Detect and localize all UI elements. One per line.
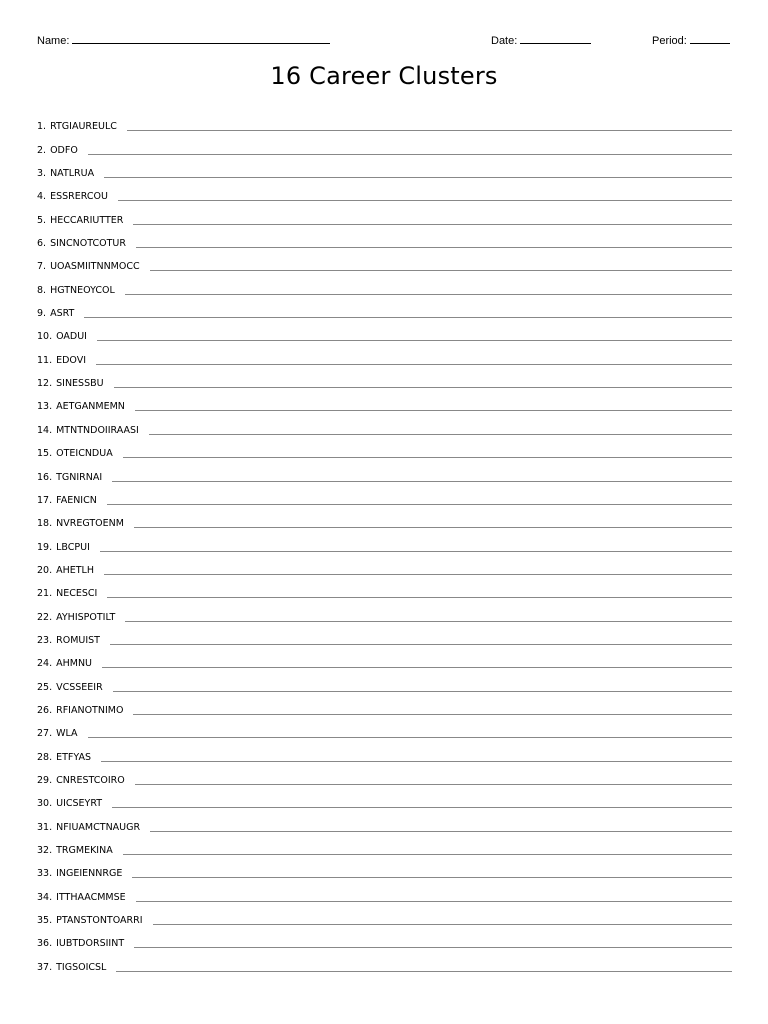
name-field[interactable] — [37, 34, 330, 47]
item-number: 26. — [37, 704, 53, 716]
item-number: 32. — [37, 845, 53, 856]
scrambled-word: OADUI — [56, 331, 87, 343]
item-number: 6. — [37, 238, 47, 250]
item-number: 31. — [37, 821, 53, 833]
scrambled-word: VCSSEEIR — [56, 681, 103, 693]
scrambled-word: TIGSOICSL — [56, 961, 107, 973]
scrambled-word: ETFYAS — [56, 751, 91, 763]
list-item — [37, 599, 732, 622]
list-item — [37, 553, 732, 576]
item-number: 13. — [37, 401, 53, 413]
answer-blank[interactable] — [125, 293, 732, 295]
answer-blank[interactable] — [133, 223, 732, 225]
scrambled-word: RTGIAUREULC — [50, 121, 117, 133]
answer-blank[interactable] — [96, 363, 732, 365]
item-number: 29. — [37, 774, 53, 786]
list-item — [37, 576, 732, 599]
answer-blank[interactable] — [114, 386, 732, 388]
answer-blank[interactable] — [150, 830, 732, 832]
list-item — [37, 156, 732, 179]
scrambled-word: ITTHAACMMSE — [56, 891, 126, 903]
item-number: 21. — [37, 588, 53, 600]
answer-blank[interactable] — [150, 269, 732, 271]
list-item — [37, 342, 732, 365]
page-title: 16 Career Clusters — [270, 62, 498, 90]
scrambled-word: AETGANMEMN — [56, 401, 125, 413]
item-number: 16. — [37, 471, 53, 483]
period-label: Period: — [652, 35, 687, 47]
answer-blank[interactable] — [133, 713, 732, 715]
item-number: 3. — [37, 168, 47, 180]
list-item — [37, 833, 732, 856]
list-item — [37, 483, 732, 506]
item-number: 12. — [37, 378, 53, 390]
scrambled-word: FAENICN — [56, 494, 97, 506]
scrambled-word: SINCNOTCOTUR — [50, 238, 126, 250]
list-item — [37, 739, 732, 762]
scrambled-word: EDOVI — [56, 354, 87, 366]
scrambled-word: ASRT — [50, 308, 75, 320]
answer-blank[interactable] — [135, 783, 732, 785]
answer-blank[interactable] — [153, 923, 732, 925]
answer-blank[interactable] — [110, 643, 732, 645]
item-number: 14. — [37, 424, 53, 436]
list-item — [37, 296, 732, 319]
scrambled-word: NATLRUA — [50, 168, 95, 180]
answer-blank[interactable] — [149, 433, 732, 435]
scrambled-word: MTNTNDOIIRAASI — [56, 424, 139, 436]
scrambled-word: ODFO — [50, 144, 78, 156]
item-number: 8. — [37, 284, 47, 296]
item-number: 36. — [37, 938, 53, 950]
scrambled-word: NECESCI — [56, 588, 98, 600]
answer-blank[interactable] — [132, 876, 732, 878]
list-item — [37, 109, 732, 132]
list-item — [37, 529, 732, 552]
list-item — [37, 179, 732, 202]
list-item — [37, 366, 732, 389]
answer-blank[interactable] — [104, 573, 732, 575]
scrambled-word: WLA — [56, 728, 78, 740]
list-item — [37, 226, 732, 249]
answer-blank[interactable] — [112, 806, 732, 808]
date-field[interactable] — [491, 34, 591, 47]
answer-blank[interactable] — [84, 316, 732, 318]
item-number: 28. — [37, 751, 53, 763]
answer-blank[interactable] — [127, 129, 732, 131]
list-item — [37, 879, 732, 902]
answer-blank[interactable] — [123, 456, 732, 458]
list-item — [37, 763, 732, 786]
scrambled-word: AYHISPOTILT — [56, 611, 116, 623]
item-number: 10. — [37, 331, 53, 343]
scrambled-word: INGEIENNRGE — [56, 868, 123, 880]
period-field[interactable] — [652, 34, 730, 47]
scrambled-word: RFIANOTNIMO — [56, 704, 124, 716]
list-item — [37, 623, 732, 646]
answer-blank[interactable] — [116, 970, 732, 972]
scrambled-word: SINESSBU — [56, 378, 104, 390]
list-item — [37, 202, 732, 225]
list-item — [37, 272, 732, 295]
list-item — [37, 669, 732, 692]
answer-blank[interactable] — [135, 409, 732, 411]
scrambled-word: IUBTDORSIINT — [56, 938, 125, 950]
list-item — [37, 389, 732, 412]
name-blank[interactable] — [72, 34, 330, 44]
list-item — [37, 506, 732, 529]
list-item — [37, 903, 732, 926]
scrambled-word: ESSRERCOU — [50, 191, 108, 203]
list-item — [37, 319, 732, 342]
worksheet-header — [37, 34, 733, 50]
item-number: 18. — [37, 518, 53, 530]
scrambled-word: UOASMIITNNMOCC — [50, 261, 140, 273]
item-number: 17. — [37, 494, 53, 506]
scrambled-word: HGTNEOYCOL — [50, 284, 115, 296]
item-number: 33. — [37, 868, 53, 880]
answer-blank[interactable] — [104, 176, 732, 178]
item-number: 11. — [37, 354, 53, 366]
list-item — [37, 459, 732, 482]
scrambled-word: PTANSTONTOARRI — [56, 915, 143, 927]
list-item — [37, 436, 732, 459]
scrambled-word: ROMUIST — [56, 634, 100, 646]
answer-blank[interactable] — [102, 666, 732, 668]
name-label: Name: — [37, 35, 70, 47]
scrambled-word: NVREGTOENM — [56, 518, 124, 530]
scrambled-word: UICSEYRT — [56, 798, 103, 810]
scrambled-word: TGNIRNAI — [56, 471, 103, 483]
list-item — [37, 926, 732, 949]
answer-blank[interactable] — [88, 736, 732, 738]
item-number: 24. — [37, 658, 53, 670]
list-item — [37, 716, 732, 739]
item-number: 35. — [37, 915, 53, 927]
item-number: 23. — [37, 634, 53, 646]
answer-blank[interactable] — [100, 550, 732, 552]
scrambled-word: TRGMEKINA — [56, 845, 113, 856]
answer-blank[interactable] — [107, 503, 732, 505]
answer-blank[interactable] — [112, 480, 732, 482]
scrambled-word: LBCPUI — [56, 541, 90, 553]
item-number: 20. — [37, 564, 53, 576]
item-number: 1. — [37, 121, 47, 133]
date-label: Date: — [491, 35, 518, 47]
item-number: 5. — [37, 214, 47, 226]
item-number: 2. — [37, 144, 47, 156]
item-number: 4. — [37, 191, 47, 203]
answer-blank[interactable] — [136, 900, 732, 902]
answer-blank[interactable] — [125, 620, 732, 622]
item-number: 22. — [37, 611, 53, 623]
word-scramble-list — [37, 109, 732, 973]
item-number: 25. — [37, 681, 53, 693]
list-item — [37, 693, 732, 716]
answer-blank[interactable] — [136, 246, 732, 248]
item-number: 7. — [37, 261, 47, 273]
scrambled-word: OTEICNDUA — [56, 448, 113, 460]
list-item — [37, 249, 732, 272]
item-number: 9. — [37, 308, 47, 320]
item-number: 34. — [37, 891, 53, 903]
scrambled-word: AHETLH — [56, 564, 94, 576]
answer-blank[interactable] — [134, 946, 732, 948]
item-number: 27. — [37, 728, 53, 740]
list-item — [37, 412, 732, 435]
scrambled-word: NFIUAMCTNAUGR — [56, 821, 141, 833]
date-blank[interactable] — [520, 34, 591, 44]
answer-blank[interactable] — [97, 339, 732, 341]
answer-blank[interactable] — [88, 153, 732, 155]
list-item — [37, 786, 732, 809]
answer-blank[interactable] — [101, 760, 732, 762]
list-item — [37, 809, 732, 832]
answer-blank[interactable] — [134, 526, 732, 528]
answer-blank[interactable] — [113, 690, 732, 692]
list-item — [37, 646, 732, 669]
scrambled-word: CNRESTCOIRO — [56, 774, 125, 786]
period-blank[interactable] — [690, 34, 730, 44]
item-number: 37. — [37, 961, 53, 973]
scrambled-word: HECCARIUTTER — [50, 214, 124, 226]
item-number: 30. — [37, 798, 53, 810]
answer-blank[interactable] — [123, 853, 732, 855]
list-item — [37, 856, 732, 879]
answer-blank[interactable] — [107, 596, 732, 598]
scrambled-word: AHMNU — [56, 658, 93, 670]
answer-blank[interactable] — [118, 199, 732, 201]
item-number: 19. — [37, 541, 53, 553]
list-item — [37, 949, 732, 972]
list-item — [37, 132, 732, 155]
item-number: 15. — [37, 448, 53, 460]
